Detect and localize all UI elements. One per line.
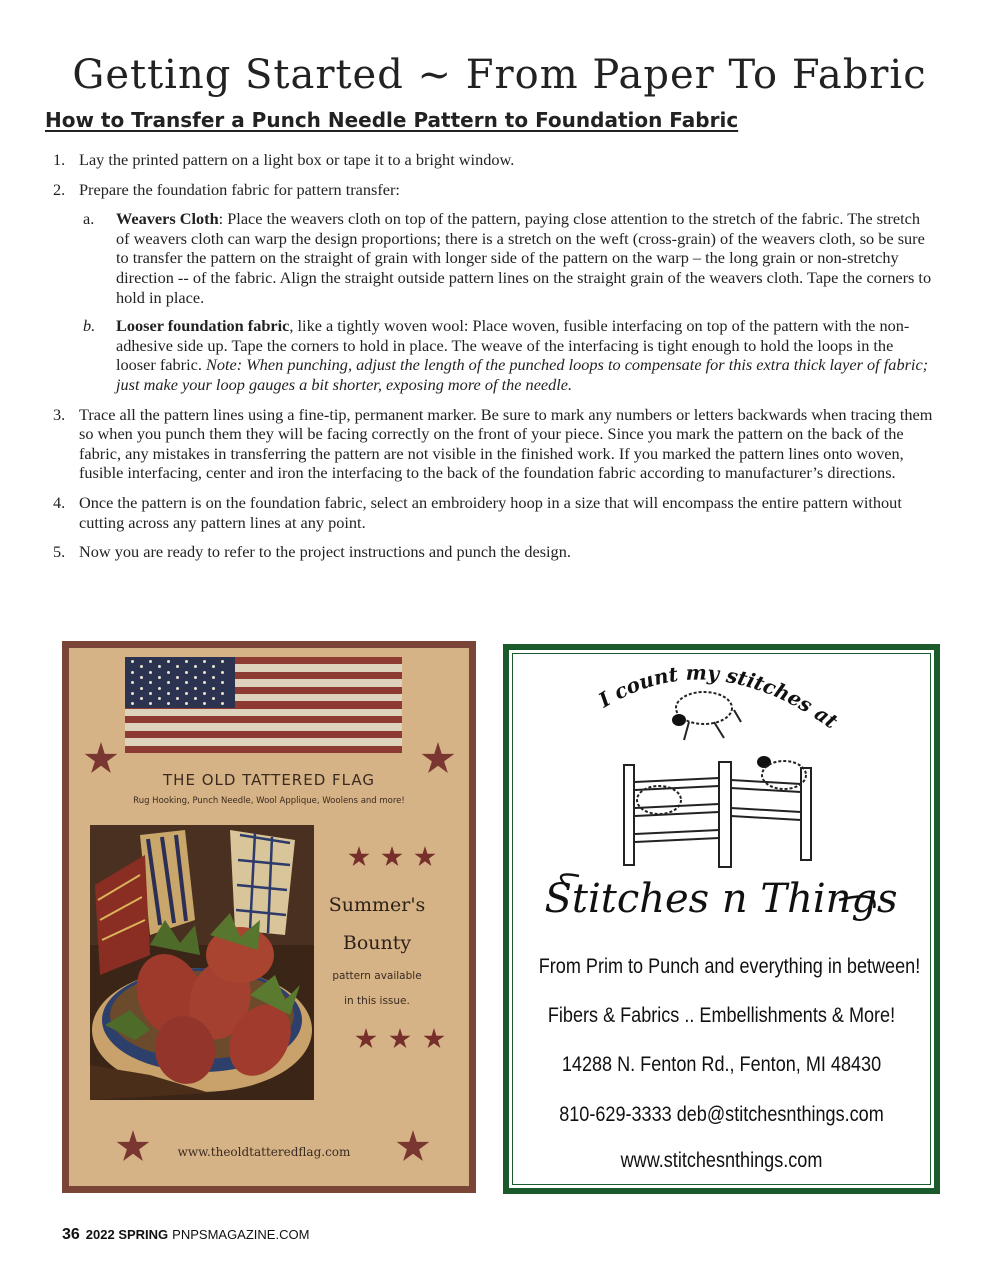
issue-label: 2022 SPRING [85,1227,169,1242]
flag-star [131,671,134,674]
star-icon [381,846,403,868]
flag-star [203,671,206,674]
flag-star [167,702,170,705]
substep-text: , like a tightly woven wool: Place woven, fusible interfacing on top of the pattern with the non-adhesive side up. Tape the corners to hold in place. The weave of the interfacing is tight enough to hold the loops in the looser fabric. [116,316,910,375]
ad-stitches-n-things [503,644,940,1194]
substep-text: : Place the weavers cloth on top of the pattern, paying close attention to the stretch of the fabric. The stretch of weavers cloth can warp the design proportions; there is a stretch on the weft (cross-grain) of the weavers cloth, so be sure to transfer the pattern on the straight of grain with longer side of the pattern on the warp – the long grain or non-stretchy direction -- of the fabric. Align the straight outside pattern lines on the straight grain of the weavers cloth. Tape the corners to hold in place. [116,209,932,307]
flag-star [131,692,134,695]
step-5 [40,542,935,562]
flag-star [131,660,134,663]
star-icon [116,1130,150,1164]
flag-star [203,681,206,684]
flag-star [140,687,143,690]
flag-star [176,687,179,690]
substep-b [79,316,935,394]
flag-star [185,660,188,663]
flag-star [149,681,152,684]
step-number: 2. [53,179,66,199]
ad-contact[interactable]: 810-629-3333 deb@stitchesnthings.com [559,1103,884,1126]
american-flag-image [125,657,402,753]
flag-star [185,681,188,684]
flag-star [158,687,161,690]
page-title: Getting Started ~ From Paper To Fabric [72,52,927,98]
flag-star [194,665,197,668]
substep-heading: Weavers Cloth [116,209,219,229]
page-footer [62,1226,309,1244]
flag-star [212,665,215,668]
step-3 [40,405,935,483]
substep-letter: b. [83,316,96,336]
promo-subtext-line1: pattern available [332,970,422,982]
step-number: 4. [53,492,66,512]
flag-star [185,692,188,695]
flag-star [221,681,224,684]
stitches-n-things-logo: Stitches n Things [544,876,898,922]
flag-star [167,681,170,684]
artwork-caption: I count my stitches at [594,660,843,734]
flag-star [167,671,170,674]
step-2 [40,180,935,395]
flag-star [194,687,197,690]
promo-subtext-line2: in this issue. [344,995,410,1007]
flag-star [212,676,215,679]
flag-star [149,671,152,674]
star-icon [389,1028,411,1050]
flag-star [149,692,152,695]
step-text: Prepare the foundation fabric for pattern transfer: [79,179,400,199]
strawberry-bowl-photo [90,825,314,1100]
star-icon [348,846,370,868]
step-text: Lay the printed pattern on a light box or tape it to a bright window. [79,150,515,169]
flag-star [176,665,179,668]
ad-slogan: From Prim to Punch and everything in between! [538,955,921,978]
flag-star [221,702,224,705]
substep-letter: a. [83,209,95,229]
promo-title-line1: Summer's [328,894,426,916]
substep-a [79,209,935,307]
flag-star [185,702,188,705]
step-text: Once the pattern is on the foundation fabric, select an embroidery hoop in a size that will encompass the entire pattern without cutting across any pattern lines at any point. [79,492,902,532]
ad-products: Fibers & Fabrics .. Embellishments & More! [547,1004,896,1027]
step-text: Now you are ready to refer to the project instructions and punch the design. [79,542,571,562]
section-subtitle: How to Transfer a Punch Needle Pattern to Foundation Fabric [45,108,739,132]
flag-star [158,665,161,668]
step-1 [40,150,935,170]
flag-star [221,692,224,695]
ad-brand-name: THE OLD TATTERED FLAG [163,771,375,789]
flag-star [158,676,161,679]
flag-star [203,692,206,695]
flag-stripe [125,746,402,753]
flag-star [185,671,188,674]
sheep-fence-artwork [509,650,934,940]
ad-tagline: Rug Hooking, Punch Needle, Wool Applique, Woolens and more! [133,796,405,806]
flag-star [212,697,215,700]
step-number: 5. [53,542,66,562]
step-text: Trace all the pattern lines using a fine-tip, permanent marker. Be sure to mark any numbers or letters backwards when tracing them so when you punch them they will be facing correctly on the front of your piece. Since you mark the pattern on the back of the fabric, any mistakes in transferring the pattern are not visible in the finished work. If you marked the pattern lines onto woven, fusible interfacing, center and iron the interfacing to the back of the foundation fabric according to manufacturer’s directions. [79,404,933,483]
instruction-steps [40,150,935,572]
flag-star [167,660,170,663]
ad-old-tattered-flag [62,641,476,1193]
flag-star [158,697,161,700]
footer-site: PNPSMAGAZINE.COM [172,1227,310,1242]
flag-star [149,702,152,705]
flag-star [176,676,179,679]
step-number: 1. [53,150,66,169]
flag-star [167,692,170,695]
flag-canton [125,657,235,708]
step-4 [40,493,935,532]
flag-star [194,697,197,700]
flag-star [221,671,224,674]
flag-star [212,687,215,690]
flag-star [194,676,197,679]
flag-star [203,702,206,705]
flag-star [140,676,143,679]
substep-heading: Looser foundation fabric [116,316,290,336]
ad-website-link[interactable]: www.theoldtatteredflag.com [177,1145,351,1159]
star-icon [396,1130,430,1164]
ad-address: 14288 N. Fenton Rd., Fenton, MI 48430 [561,1053,882,1076]
star-icon [355,1028,377,1050]
ad-website-link[interactable]: www.stitchesnthings.com [620,1149,823,1172]
flag-star [131,702,134,705]
substep-note: Note: When punching, adjust the length of the punched loops to compensate for this extra thick layer of fabric; just make your loop gauges a bit shorter, exposing more of the needle. [116,355,929,394]
promo-title-line2: Bounty [342,932,412,954]
star-icon [423,1028,445,1050]
flag-star [140,697,143,700]
substeps [79,209,935,394]
flag-star [176,697,179,700]
flag-star [203,660,206,663]
star-icon [414,846,436,868]
flag-star [140,665,143,668]
flag-star [131,681,134,684]
step-number: 3. [53,404,66,424]
flag-star [221,660,224,663]
flag-star [149,660,152,663]
page-number: 36 [62,1226,80,1243]
